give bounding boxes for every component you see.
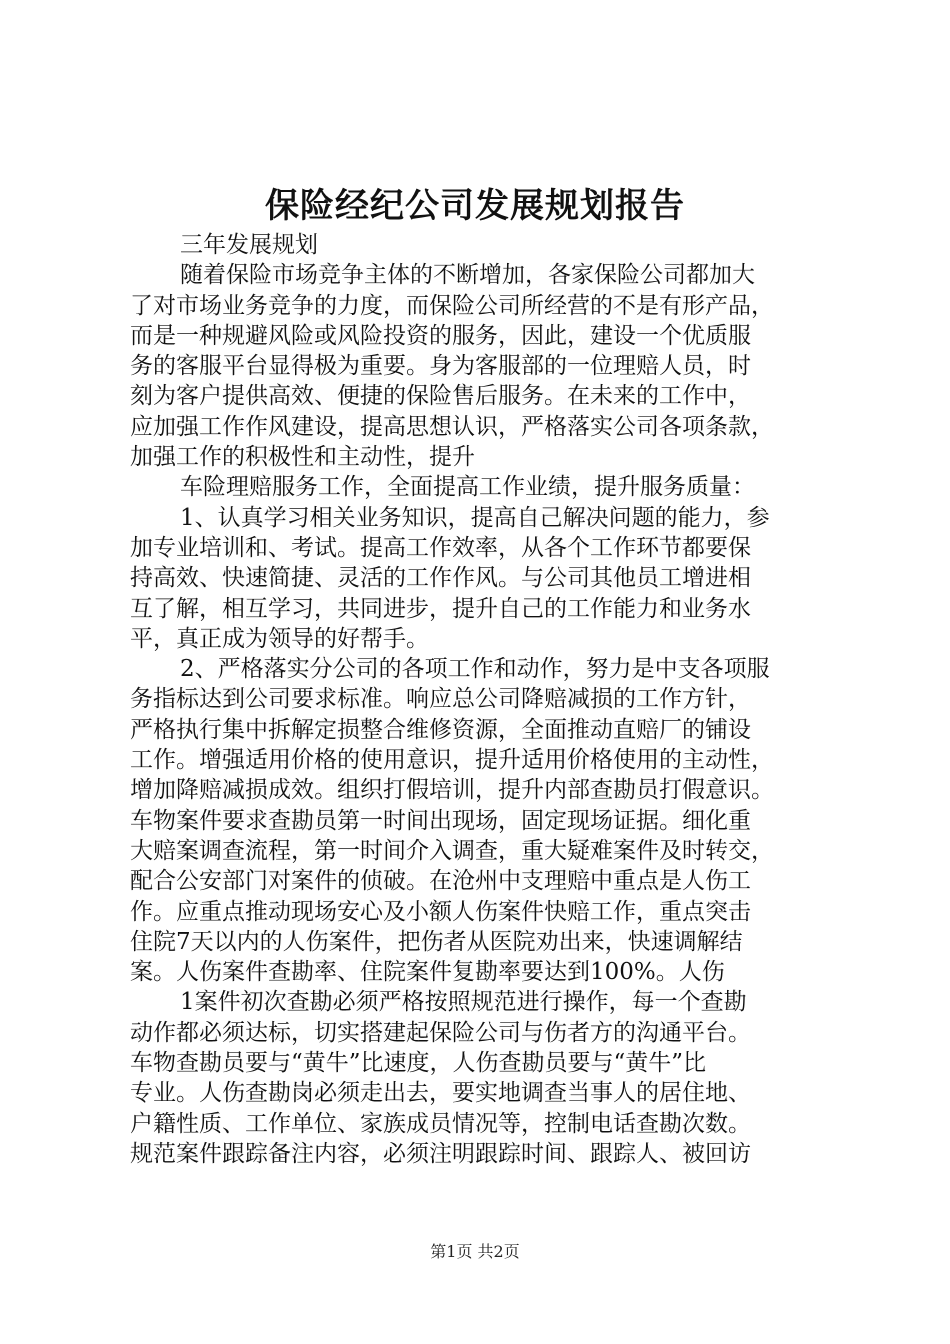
paragraph-line: 2、严格落实分公司的各项工作和动作，努力是中支各项服: [180, 656, 770, 683]
paragraph-line: 互了解，相互学习，共同进步，提升自己的工作能力和业务水: [130, 595, 751, 622]
paragraph-line: 车险理赔服务工作，全面提高工作业绩，提升服务质量：: [180, 474, 755, 501]
paragraph-line: 三年发展规划: [180, 232, 318, 258]
paragraph-line: 刻为客户提供高效、便捷的保险售后服务。在未来的工作中，: [130, 383, 751, 410]
paragraph-line: 而是一种规避风险或风险投资的服务，因此，建设一个优质服: [130, 322, 751, 349]
paragraph-line: 车物查勘员要与“黄牛”比速度，人伤查勘员要与“黄牛”比: [130, 1050, 707, 1077]
paragraph-line: 随着保险市场竞争主体的不断增加，各家保险公司都加大: [180, 262, 755, 289]
paragraph-line: 应加强工作作风建设，提高思想认识，严格落实公司各项条款，: [130, 413, 774, 440]
paragraph-line: 车物案件要求查勘员第一时间出现场，固定现场证据。细化重: [130, 807, 751, 834]
paragraph-line: 作。应重点推动现场安心及小额人伤案件快赔工作，重点突击: [130, 898, 751, 925]
paragraph-line: 动作都必须达标，切实搭建起保险公司与伤者方的沟通平台。: [130, 1019, 751, 1046]
paragraph-line: 务指标达到公司要求标准。响应总公司降赔减损的工作方针，: [130, 686, 751, 713]
paragraph-line: 规范案件跟踪备注内容，必须注明跟踪时间、跟踪人、被回访: [130, 1140, 751, 1167]
paragraph-line: 案。人伤案件查勘率、住院案件复勘率要达到100%。人伤: [130, 959, 725, 986]
paragraph-line: 配合公安部门对案件的侦破。在沧州中支理赔中重点是人伤工: [130, 868, 751, 895]
paragraph-line: 工作。增强适用价格的使用意识，提升适用价格使用的主动性，: [130, 747, 774, 774]
paragraph-line: 1案件初次查勘必须严格按照规范进行操作，每一个查勘: [180, 989, 747, 1016]
document-title: 保险经纪公司发展规划报告: [265, 186, 685, 226]
paragraph-line: 户籍性质、工作单位、家族成员情况等，控制电话查勘次数。: [130, 1110, 751, 1137]
paragraph-line: 住院7天以内的人伤案件，把伤者从医院劝出来，快速调解结: [130, 928, 743, 955]
paragraph-line: 1、认真学习相关业务知识，提高自己解决问题的能力，参: [180, 504, 770, 531]
paragraph-line: 严格执行集中拆解定损整合维修资源，全面推动直赔厂的铺设: [130, 716, 751, 743]
paragraph-line: 大赔案调查流程，第一时间介入调查，重大疑难案件及时转交，: [130, 837, 774, 864]
paragraph-line: 平，真正成为领导的好帮手。: [130, 625, 429, 652]
paragraph-line: 了对市场业务竞争的力度，而保险公司所经营的不是有形产品，: [130, 292, 774, 319]
paragraph-line: 加强工作的积极性和主动性，提升: [130, 444, 475, 471]
paragraph-line: 持高效、快速简捷、灵活的工作作风。与公司其他员工增进相: [130, 565, 751, 592]
paragraph-line: 加专业培训和、考试。提高工作效率，从各个工作环节都要保: [130, 534, 751, 561]
document-body: [130, 230, 830, 1169]
paragraph-line: 增加降赔减损成效。组织打假培训，提升内部查勘员打假意识。: [130, 777, 774, 804]
paragraph-line: 务的客服平台显得极为重要。身为客服部的一位理赔人员，时: [130, 353, 751, 380]
paragraph-line: 专业。人伤查勘岗必须走出去，要实地调查当事人的居住地、: [130, 1080, 751, 1107]
page-number-footer: 第1页 共2页: [430, 1242, 520, 1261]
